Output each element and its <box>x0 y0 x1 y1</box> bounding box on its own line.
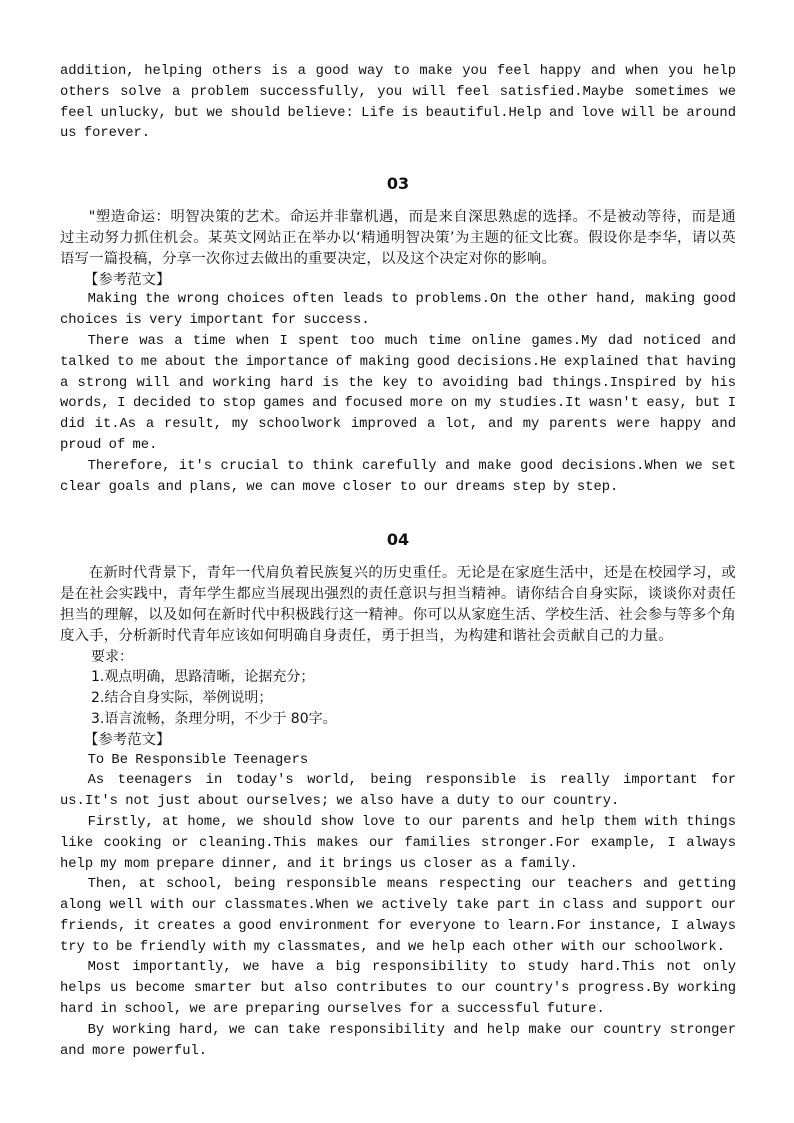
section-04-essay-title: To Be Responsible Teenagers <box>87 752 309 768</box>
section-04-requirement-3: 3.语言流畅，条理分明，不少于 80字。 <box>91 710 337 727</box>
section-04-prompt: 在新时代背景下，青年一代肩负着民族复兴的历史重任。无论是在家庭生活中，还是在校园学习，或是在社会实践中，青年学生都应当展现出强烈的责任意识与担当精神。请你结合自身实际，谈谈你对责任担当的理解，以及如何在新时代中积极践行这一精神。你可以从家庭生活、学校生活、社会参与等多个角度入手，分析新时代青年应该如何明确自身责任，勇于担当，为构建和谐社会贡献自己的力量。 <box>60 565 736 644</box>
intro-paragraph: addition, helping others is a good way to make you feel happy and when you help others solve a problem successfully, you will feel satisfied.Maybe sometimes we feel unlucky, but we should believe: Life is beautiful.Help and love will be around us forever. <box>60 64 736 142</box>
section-03-paragraph-3: Therefore, it's crucial to think carefully and make good decisions.When we set clear goals and plans, we can move closer to our dreams step by step. <box>60 458 736 495</box>
section-03-model-label: 【参考范文】 <box>84 271 171 288</box>
section-03-paragraph-2: There was a time when I spent too much time online games.My dad noticed and talked to me about the importance of making good decisions.He explained that having a strong will and working hard is the key to avoiding bad things.Inspired by his words, I decided to stop games and focused more on my studies.It wasn't easy, but I did it.As a result, my schoolwork improved a lot, and my parents were happy and proud of me. <box>60 333 736 453</box>
section-04-requirement-2: 2.结合自身实际，举例说明； <box>91 690 273 707</box>
section-03-prompt: "塑造命运：明智决策的艺术。命运并非靠机遇，而是来自深思熟虑的选择。不是被动等待，而是通过主动努力抓住机会。某英文网站正在举办以‘精通明智决策’为主题的征文比赛。假设你是李华，请以英语写一篇投稿，分享一次你过去做出的重要决定，以及这个决定对你的影响。 <box>60 209 736 267</box>
section-04-model-label: 【参考范文】 <box>84 731 171 748</box>
document-page <box>60 62 736 1062</box>
section-04-paragraph-4: Most importantly, we have a big responsibility to study hard.This not only helps us become smarter but also contributes to our country's progress.By working hard in school, we are preparing ourselves for a successful future. <box>60 960 736 1018</box>
section-04-paragraph-2: Firstly, at home, we should show love to our parents and help them with things like cooking or cleaning.This makes our families stronger.For example, I always help my mom prepare dinner, and it brings us closer as a family. <box>60 814 736 872</box>
section-04-paragraph-3: Then, at school, being responsible means respecting our teachers and getting along well with our classmates.When we actively take part in class and support our friends, it creates a good environment for everyone to learn.For instance, I always try to be friendly with my classmates, and we help each other with our schoolwork. <box>60 877 736 955</box>
section-04-requirements-label: 要求： <box>91 648 133 665</box>
section-04-paragraph-5: By working hard, we can take responsibility and help make our country stronger and more powerful. <box>60 1022 736 1059</box>
section-04-paragraph-1: As teenagers in today's world, being responsible is really important for us.It's not just about ourselves; we also have a duty to our country. <box>60 773 736 810</box>
section-03-paragraph-1: Making the wrong choices often leads to problems.On the other hand, making good choices is very important for success. <box>60 292 736 329</box>
section-04-requirement-1: 1.观点明确，思路清晰，论据充分； <box>91 669 315 686</box>
section-number-03: 03 <box>386 174 410 194</box>
section-number-04: 04 <box>386 530 410 550</box>
